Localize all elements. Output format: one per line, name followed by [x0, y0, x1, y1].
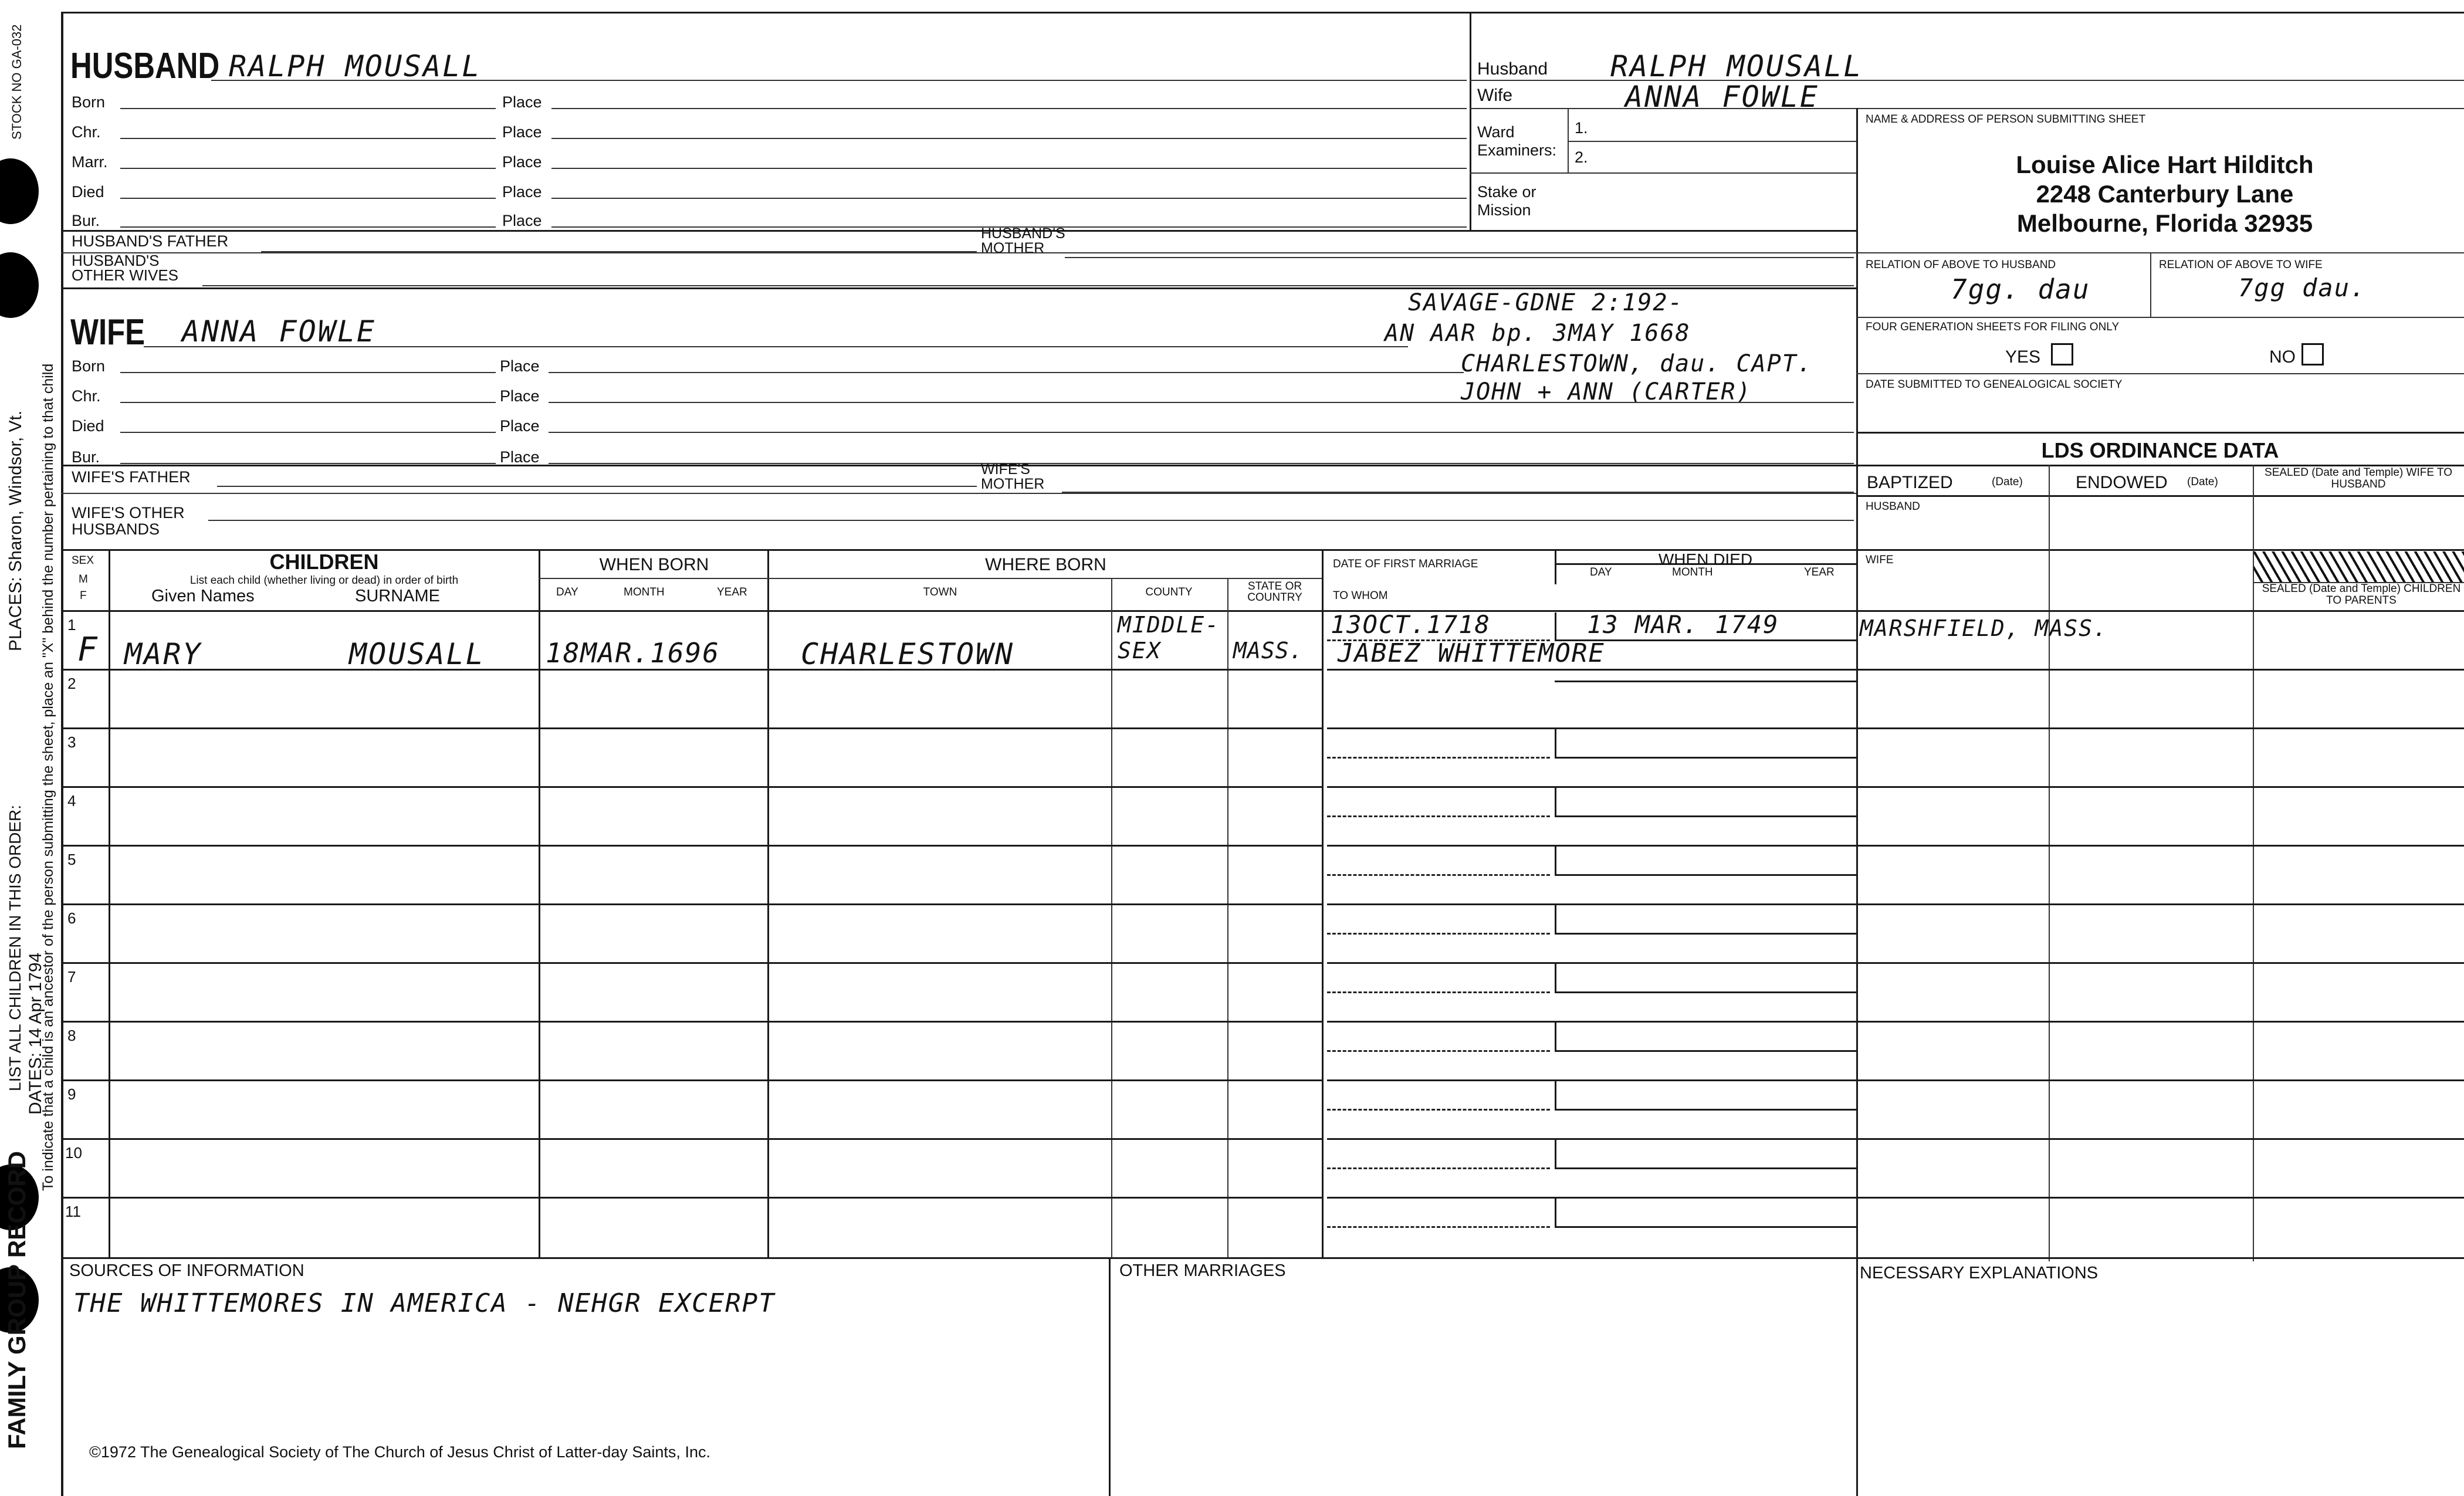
- field-line: [551, 198, 1467, 199]
- field-line: [549, 463, 1854, 464]
- field-line: [549, 432, 1854, 433]
- yes-checkbox[interactable]: [2051, 343, 2073, 365]
- lds-row-line: [1856, 669, 2464, 671]
- child-number: 1: [67, 616, 76, 634]
- lds-row-line: [1856, 1197, 2464, 1199]
- field-line: [120, 138, 496, 139]
- marriage-dashed-line: [1327, 1109, 1550, 1111]
- died-line: [1327, 1021, 1856, 1023]
- chr-label: Chr.: [72, 123, 101, 141]
- field-line: [1856, 373, 2464, 374]
- frame-top: [61, 12, 2464, 13]
- relation-wife-label: RELATION OF ABOVE TO WIFE: [2159, 259, 2323, 271]
- lds-title: LDS ORDINANCE DATA: [2041, 438, 2279, 462]
- place-label: Place: [502, 212, 542, 229]
- row-line: [61, 962, 1322, 964]
- place-label: Place: [502, 93, 542, 111]
- husbands-mother-label: HUSBAND'S MOTHER: [981, 225, 1065, 256]
- child-number: 11: [65, 1203, 81, 1220]
- when-died-header: WHEN DIED: [1658, 550, 1753, 568]
- stake-or-mission-label: Stake or Mission: [1477, 183, 1536, 219]
- place-label: Place: [502, 123, 542, 141]
- died-line: [1555, 991, 1856, 993]
- where-born-header: WHERE BORN: [985, 555, 1106, 574]
- lds-date-label: (Date): [1992, 476, 2023, 488]
- order-instruction: LIST ALL CHILDREN IN THIS ORDER:: [6, 804, 24, 1091]
- ward-examiner-1: 1.: [1575, 119, 1588, 137]
- place-label: Place: [500, 387, 540, 405]
- submitter-city: Melbourne, Florida 32935: [2016, 209, 2313, 237]
- died-tick: [1555, 845, 1556, 874]
- wife-note-line: JOHN + ANN (CARTER): [1461, 378, 1752, 405]
- yes-label: YES: [2005, 347, 2041, 367]
- relation-husband-value: 7gg. dau: [1951, 273, 2090, 305]
- child-given-name: MARY: [124, 637, 202, 671]
- place-label: Place: [500, 448, 540, 466]
- died-label: Died: [72, 183, 104, 201]
- field-line: [1470, 80, 2464, 81]
- field-line: [551, 108, 1467, 109]
- child-number: 5: [67, 851, 76, 868]
- first-marriage-header: DATE OF FIRST MARRIAGE: [1333, 558, 1478, 570]
- field-line: [551, 138, 1467, 139]
- section-divider: [1856, 432, 2464, 434]
- marriage-dashed-line: [1327, 933, 1550, 935]
- field-line: [120, 226, 496, 228]
- day-header: DAY: [556, 586, 578, 598]
- town-header: TOWN: [923, 586, 957, 598]
- wife-name-line: [144, 346, 1408, 347]
- marriage-dashed-line: [1327, 1226, 1550, 1228]
- sex-m-header: M: [79, 573, 88, 585]
- child-spouse: JABEZ WHITTEMORE: [1338, 638, 1605, 668]
- lds-header-bottom: [1856, 495, 2464, 497]
- lds-col-line: [2253, 465, 2254, 1261]
- field-line: [1856, 317, 2464, 318]
- relation-wife-value: 7gg dau.: [2238, 273, 2367, 302]
- stock-number: STOCK NO GA-032: [9, 24, 24, 140]
- marriage-dashed-line: [1327, 639, 1550, 641]
- died-label: Died: [72, 417, 104, 435]
- field-line: [120, 198, 496, 199]
- child-number: 9: [67, 1085, 76, 1103]
- field-line: [120, 463, 496, 464]
- col-line: [1111, 578, 1112, 1258]
- child-number: 6: [67, 909, 76, 927]
- col-line: [1555, 549, 1556, 584]
- field-line: [1470, 108, 2464, 109]
- died-tick: [1555, 612, 1556, 639]
- necessary-explanations-label: NECESSARY EXPLANATIONS: [1860, 1264, 2099, 1282]
- died-tick: [1555, 786, 1556, 815]
- field-line: [120, 168, 496, 169]
- sex-header: SEX: [72, 554, 94, 567]
- relation-husband-label: RELATION OF ABOVE TO HUSBAND: [1866, 259, 2056, 271]
- sources-text: THE WHITTEMORES IN AMERICA - NEHGR EXCERPT: [73, 1288, 776, 1318]
- section-divider: [61, 252, 1856, 253]
- marriage-dashed-line: [1327, 757, 1550, 759]
- child-number: 10: [65, 1144, 82, 1162]
- punch-hole: [0, 252, 39, 318]
- ward-examiner-2: 2.: [1575, 148, 1588, 166]
- lds-sealed-children-header: SEALED (Date and Temple) CHILDREN TO PARENTS: [2262, 583, 2461, 607]
- submitter-label: NAME & ADDRESS OF PERSON SUBMITTING SHEET: [1866, 113, 2146, 126]
- wife-note-line: SAVAGE-GDNE 2:192-: [1408, 289, 1684, 316]
- died-line: [1327, 786, 1856, 788]
- died-line: [1555, 1167, 1856, 1169]
- died-line: [1555, 757, 1856, 759]
- lds-row-line: [1856, 610, 2464, 612]
- lds-row-line: [1856, 786, 2464, 788]
- husband-name: RALPH MOUSALL: [229, 49, 482, 83]
- died-line: [1555, 933, 1856, 935]
- row-line: [61, 903, 1322, 905]
- to-whom-header: TO WHOM: [1333, 590, 1388, 602]
- died-tick: [1555, 1021, 1556, 1050]
- born-label: Born: [72, 357, 106, 375]
- child-number: 4: [67, 792, 76, 810]
- children-header: CHILDREN: [269, 550, 379, 574]
- places-note: PLACES: Sharon, Windsor, Vt.: [6, 410, 25, 651]
- marriage-dashed-line: [1327, 1167, 1550, 1169]
- field-line: [549, 402, 1854, 403]
- marriage-dashed-line: [1327, 815, 1550, 817]
- other-marriages-label: OTHER MARRIAGES: [1119, 1261, 1286, 1280]
- lds-row-line: [1856, 962, 2464, 964]
- field-line: [1470, 172, 1857, 174]
- chr-label: Chr.: [72, 387, 101, 405]
- copyright-notice: ©1972 The Genealogical Society of The Church of Jesus Christ of Latter-day Saints, Inc.: [89, 1443, 710, 1461]
- col-line: [1227, 578, 1228, 1258]
- marriage-dashed-line: [1327, 991, 1550, 993]
- child-number: 2: [67, 675, 76, 692]
- form-title: FAMILY GROUP RECORD: [3, 1151, 31, 1449]
- lds-row-line: [1856, 845, 2464, 847]
- lds-baptized-header: BAPTIZED: [1867, 473, 1953, 492]
- died-tick: [1555, 1138, 1556, 1167]
- sources-label: SOURCES OF INFORMATION: [69, 1261, 304, 1280]
- died-tick: [1555, 962, 1556, 991]
- surname-header: SURNAME: [355, 587, 441, 605]
- submitter-name: Louise Alice Hart Hilditch: [2016, 151, 2314, 178]
- wife-note-line: AN AAR bp. 3MAY 1668: [1385, 320, 1691, 347]
- row-line: [61, 669, 1322, 671]
- section-divider: [61, 549, 2464, 551]
- submitter-street: 2248 Canterbury Lane: [2036, 180, 2294, 208]
- lds-wife-row-label: WIFE: [1866, 554, 1894, 566]
- wifes-father-label: WIFE'S FATHER: [72, 468, 191, 486]
- child-sealing-note: MARSHFIELD, MASS.: [1860, 615, 2108, 641]
- child-marriage-date: 13OCT.1718: [1331, 610, 1491, 639]
- lds-date-label: (Date): [2187, 476, 2218, 488]
- child-number: 3: [67, 733, 76, 751]
- bur-label: Bur.: [72, 212, 100, 229]
- died-year-header: YEAR: [1804, 566, 1835, 578]
- died-tick: [1555, 727, 1556, 757]
- section-divider: [61, 230, 1856, 232]
- four-generation-label: FOUR GENERATION SHEETS FOR FILING ONLY: [1866, 321, 2120, 333]
- section-divider: [61, 465, 1856, 466]
- row-line: [61, 845, 1322, 847]
- husband-heading: HUSBAND: [70, 46, 220, 86]
- footer-divider: [1109, 1257, 1111, 1496]
- lds-row-line: [1856, 727, 2464, 729]
- relation-divider: [2150, 252, 2151, 317]
- child-number: 7: [67, 968, 76, 986]
- year-header: YEAR: [717, 586, 747, 598]
- wife-name: ANNA FOWLE: [182, 314, 377, 348]
- state-header: STATE OR COUNTRY: [1247, 580, 1302, 604]
- died-line: [1327, 845, 1856, 847]
- marr-label: Marr.: [72, 153, 108, 171]
- summary-divider: [1470, 12, 1471, 230]
- county-header: COUNTY: [1145, 586, 1193, 598]
- summary-wife-name: ANNA FOWLE: [1625, 80, 1820, 114]
- lds-col-line: [2049, 465, 2050, 1261]
- child-sex: F: [77, 631, 99, 669]
- died-line: [1555, 1109, 1856, 1111]
- died-line: [1555, 815, 1856, 817]
- no-checkbox[interactable]: [2301, 343, 2324, 365]
- died-line: [1555, 681, 1856, 682]
- died-tick: [1555, 1079, 1556, 1109]
- died-line: [1555, 874, 1856, 876]
- section-divider: [61, 493, 1856, 494]
- child-birth-state: MASS.: [1233, 638, 1304, 664]
- dates-note: DATES: 14 Apr 1794: [26, 952, 45, 1115]
- row-line: [61, 1079, 1322, 1081]
- born-label: Born: [72, 93, 106, 111]
- row-line: [61, 786, 1322, 788]
- died-line: [1327, 1079, 1856, 1081]
- died-line: [1327, 1138, 1856, 1140]
- died-tick: [1555, 903, 1556, 933]
- bur-label: Bur.: [72, 448, 100, 466]
- place-label: Place: [502, 183, 542, 201]
- died-month-header: MONTH: [1672, 566, 1713, 578]
- marriage-dashed-line: [1327, 1050, 1550, 1052]
- died-line: [1327, 962, 1856, 964]
- header-divider: [539, 578, 1322, 579]
- field-line: [1065, 257, 1854, 258]
- punch-hole: [0, 158, 39, 224]
- child-number: 8: [67, 1027, 76, 1044]
- husbands-other-wives-label: HUSBAND'S OTHER WIVES: [72, 252, 179, 284]
- field-line: [1568, 141, 1857, 142]
- date-submitted-label: DATE SUBMITTED TO GENEALOGICAL SOCIETY: [1866, 378, 2123, 391]
- child-surname: MOUSALL: [349, 637, 485, 671]
- field-line: [120, 108, 496, 109]
- wife-note-line: CHARLESTOWN, dau. CAPT.: [1461, 350, 1813, 377]
- row-line: [61, 1257, 2464, 1259]
- died-line: [1555, 639, 1856, 641]
- field-line: [202, 285, 1854, 286]
- place-label: Place: [500, 357, 540, 375]
- field-line: [120, 402, 496, 403]
- lds-endowed-header: ENDOWED: [2076, 473, 2168, 492]
- field-line: [551, 168, 1467, 169]
- child-death-date: 13 MAR. 1749: [1587, 610, 1779, 639]
- frame-left: [61, 12, 63, 1496]
- given-names-header: Given Names: [151, 587, 255, 605]
- summary-husband-name: RALPH MOUSALL: [1610, 49, 1863, 83]
- summary-husband-label: Husband: [1477, 59, 1548, 79]
- marriage-dashed-line: [1327, 874, 1550, 876]
- husband-name-line: [211, 80, 1467, 81]
- row-line: [61, 1197, 1322, 1199]
- field-line: [549, 372, 1464, 373]
- husbands-father-label: HUSBAND'S FATHER: [72, 232, 229, 250]
- wifes-mother-label: WIFE'S MOTHER: [981, 461, 1045, 492]
- lds-hatched-cell: [2254, 551, 2464, 583]
- lds-sealed-wife-header: SEALED (Date and Temple) WIFE TO HUSBAND: [2265, 466, 2452, 490]
- right-column-divider: [1856, 108, 1858, 1496]
- died-line: [1327, 669, 1856, 671]
- child-birth-town: CHARLESTOWN: [801, 637, 1015, 671]
- died-day-header: DAY: [1590, 566, 1612, 578]
- field-line: [120, 432, 496, 433]
- ward-divider: [1568, 108, 1569, 172]
- row-line: [61, 1021, 1322, 1023]
- field-line: [208, 520, 1854, 521]
- field-line: [120, 372, 496, 373]
- sex-f-header: F: [80, 590, 87, 602]
- lds-row-line: [1856, 1138, 2464, 1140]
- died-line: [1327, 1197, 1856, 1199]
- died-line: [1555, 1226, 1856, 1228]
- died-line: [1555, 1050, 1856, 1052]
- field-line: [1856, 252, 2464, 253]
- summary-wife-label: Wife: [1477, 86, 1512, 105]
- lds-husband-row-label: HUSBAND: [1866, 500, 1920, 513]
- when-born-header: WHEN BORN: [599, 555, 709, 574]
- child-birth-county: MIDDLE-SEX: [1118, 612, 1220, 664]
- died-tick: [1555, 1197, 1556, 1226]
- wifes-other-husbands-label: WIFE'S OTHER HUSBANDS: [72, 504, 185, 539]
- place-label: Place: [500, 417, 540, 435]
- month-header: MONTH: [624, 586, 665, 598]
- no-label: NO: [2269, 347, 2296, 367]
- died-line: [1327, 903, 1856, 905]
- child-ancestor-instruction: To indicate that a child is an ancestor of the person submitting the sheet, place an "X" behind the number pertaining to that child: [40, 363, 56, 1191]
- ward-examiners-label: Ward Examiners:: [1477, 123, 1557, 160]
- children-subheader: List each child (whether living or dead) in order of birth: [189, 574, 459, 587]
- row-line: [61, 1138, 1322, 1140]
- place-label: Place: [502, 153, 542, 171]
- field-line: [217, 486, 977, 487]
- died-line: [1327, 727, 1856, 729]
- lds-row-line: [1856, 1079, 2464, 1081]
- lds-row-line: [1856, 1021, 2464, 1023]
- row-line: [61, 727, 1322, 729]
- wife-heading: WIFE: [70, 312, 145, 353]
- lds-row-line: [1856, 903, 2464, 905]
- child-birth-date: 18MAR.1696: [546, 637, 720, 669]
